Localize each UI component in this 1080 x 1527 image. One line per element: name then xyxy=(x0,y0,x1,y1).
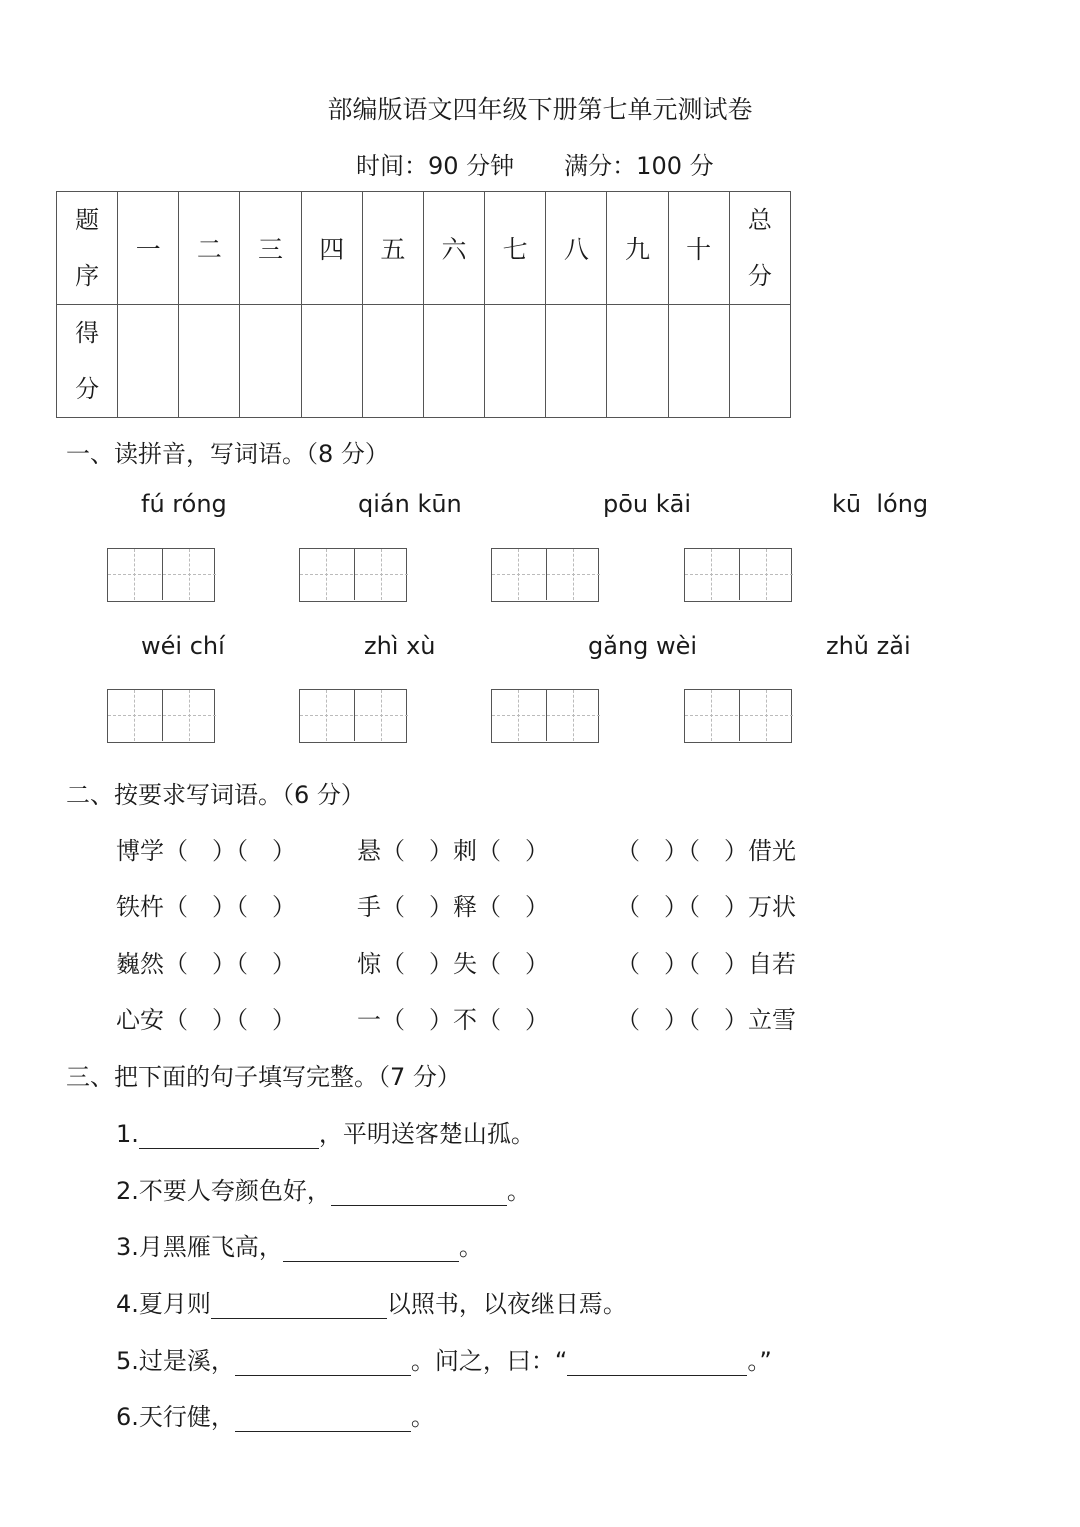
score-cell[interactable] xyxy=(362,305,423,418)
score-cell[interactable] xyxy=(118,305,179,418)
pinyin-label: zhǔ zǎi xyxy=(826,632,911,660)
writing-grid[interactable] xyxy=(491,689,599,743)
writing-grid[interactable] xyxy=(684,548,792,602)
fill-item[interactable]: 巍然（ ）（ ） xyxy=(116,950,296,978)
section2-heading: 二、按要求写词语。（6 分） xyxy=(66,781,365,809)
sentence-1: 1. ，平明送客楚山孤。 xyxy=(116,1120,535,1148)
header-cell: 四 xyxy=(301,192,362,305)
fill-item[interactable]: 惊（ ）失（ ） xyxy=(357,950,549,978)
sentence-6: 6.天行健， 。 xyxy=(116,1403,435,1431)
fill-item[interactable]: 手（ ）释（ ） xyxy=(357,893,549,921)
question-number-label: 题 序 xyxy=(57,192,118,305)
header-cell: 三 xyxy=(240,192,301,305)
answer-blank[interactable] xyxy=(211,1292,387,1319)
pinyin-label: fú róng xyxy=(141,490,227,518)
total-label: 总 分 xyxy=(729,192,790,305)
page-title: 部编版语文四年级下册第七单元测试卷 xyxy=(327,95,753,124)
answer-blank[interactable] xyxy=(139,1122,319,1149)
fill-item[interactable]: （ ）（ ）自若 xyxy=(616,950,796,978)
answer-blank[interactable] xyxy=(331,1179,507,1206)
pinyin-label: wéi chí xyxy=(141,632,225,660)
score-cell[interactable] xyxy=(240,305,301,418)
writing-grid[interactable] xyxy=(299,548,407,602)
writing-grid[interactable] xyxy=(107,689,215,743)
writing-grid[interactable] xyxy=(299,689,407,743)
pinyin-label: kū lóng xyxy=(832,490,929,518)
fill-item[interactable]: 博学（ ）（ ） xyxy=(116,837,296,865)
header-cell: 九 xyxy=(607,192,668,305)
section3-heading: 三、把下面的句子填写完整。（7 分） xyxy=(66,1063,461,1091)
section1-heading: 一、读拼音，写词语。（8 分） xyxy=(66,440,389,468)
answer-blank[interactable] xyxy=(567,1349,747,1376)
answer-blank[interactable] xyxy=(235,1349,411,1376)
score-cell[interactable] xyxy=(301,305,362,418)
pinyin-label: qián kūn xyxy=(358,490,462,518)
score-cell[interactable] xyxy=(485,305,546,418)
fill-item[interactable]: 铁杵（ ）（ ） xyxy=(116,893,296,921)
score-table xyxy=(56,191,791,418)
fill-item[interactable]: 悬（ ）刺（ ） xyxy=(357,837,549,865)
total-score-cell[interactable] xyxy=(729,305,790,418)
score-label: 得 分 xyxy=(57,305,118,418)
time-limit: 时间：90 分钟 xyxy=(356,152,515,180)
writing-grid[interactable] xyxy=(491,548,599,602)
header-cell: 十 xyxy=(668,192,729,305)
score-cell[interactable] xyxy=(179,305,240,418)
header-cell: 二 xyxy=(179,192,240,305)
pinyin-label: pōu kāi xyxy=(603,490,692,518)
score-cell[interactable] xyxy=(423,305,484,418)
fill-item[interactable]: （ ）（ ）立雪 xyxy=(616,1006,796,1034)
score-cell[interactable] xyxy=(668,305,729,418)
exam-info xyxy=(356,146,714,181)
sentence-4: 4.夏月则 以照书，以夜继日焉。 xyxy=(116,1290,627,1318)
header-cell: 六 xyxy=(423,192,484,305)
fill-item[interactable]: （ ）（ ）借光 xyxy=(616,837,796,865)
fill-item[interactable]: 心安（ ）（ ） xyxy=(116,1006,296,1034)
pinyin-label: gǎng wèi xyxy=(588,632,698,660)
header-cell: 八 xyxy=(546,192,607,305)
answer-blank[interactable] xyxy=(283,1235,459,1262)
pinyin-label: zhì xù xyxy=(364,632,436,660)
fill-item[interactable]: （ ）（ ）万状 xyxy=(616,893,796,921)
header-cell: 一 xyxy=(118,192,179,305)
sentence-3: 3.月黑雁飞高， 。 xyxy=(116,1233,483,1261)
writing-grid[interactable] xyxy=(107,548,215,602)
full-score: 满分：100 分 xyxy=(564,152,714,180)
header-cell: 七 xyxy=(485,192,546,305)
score-table-score-row xyxy=(57,305,791,418)
answer-blank[interactable] xyxy=(235,1405,411,1432)
score-cell[interactable] xyxy=(607,305,668,418)
header-cell: 五 xyxy=(362,192,423,305)
score-cell[interactable] xyxy=(546,305,607,418)
fill-item[interactable]: 一（ ）不（ ） xyxy=(357,1006,549,1034)
sentence-2: 2.不要人夸颜色好， 。 xyxy=(116,1177,531,1205)
writing-grid[interactable] xyxy=(684,689,792,743)
sentence-5: 5.过是溪， 。问之，曰：“ 。” xyxy=(116,1347,772,1375)
score-table-header-row xyxy=(57,192,791,305)
